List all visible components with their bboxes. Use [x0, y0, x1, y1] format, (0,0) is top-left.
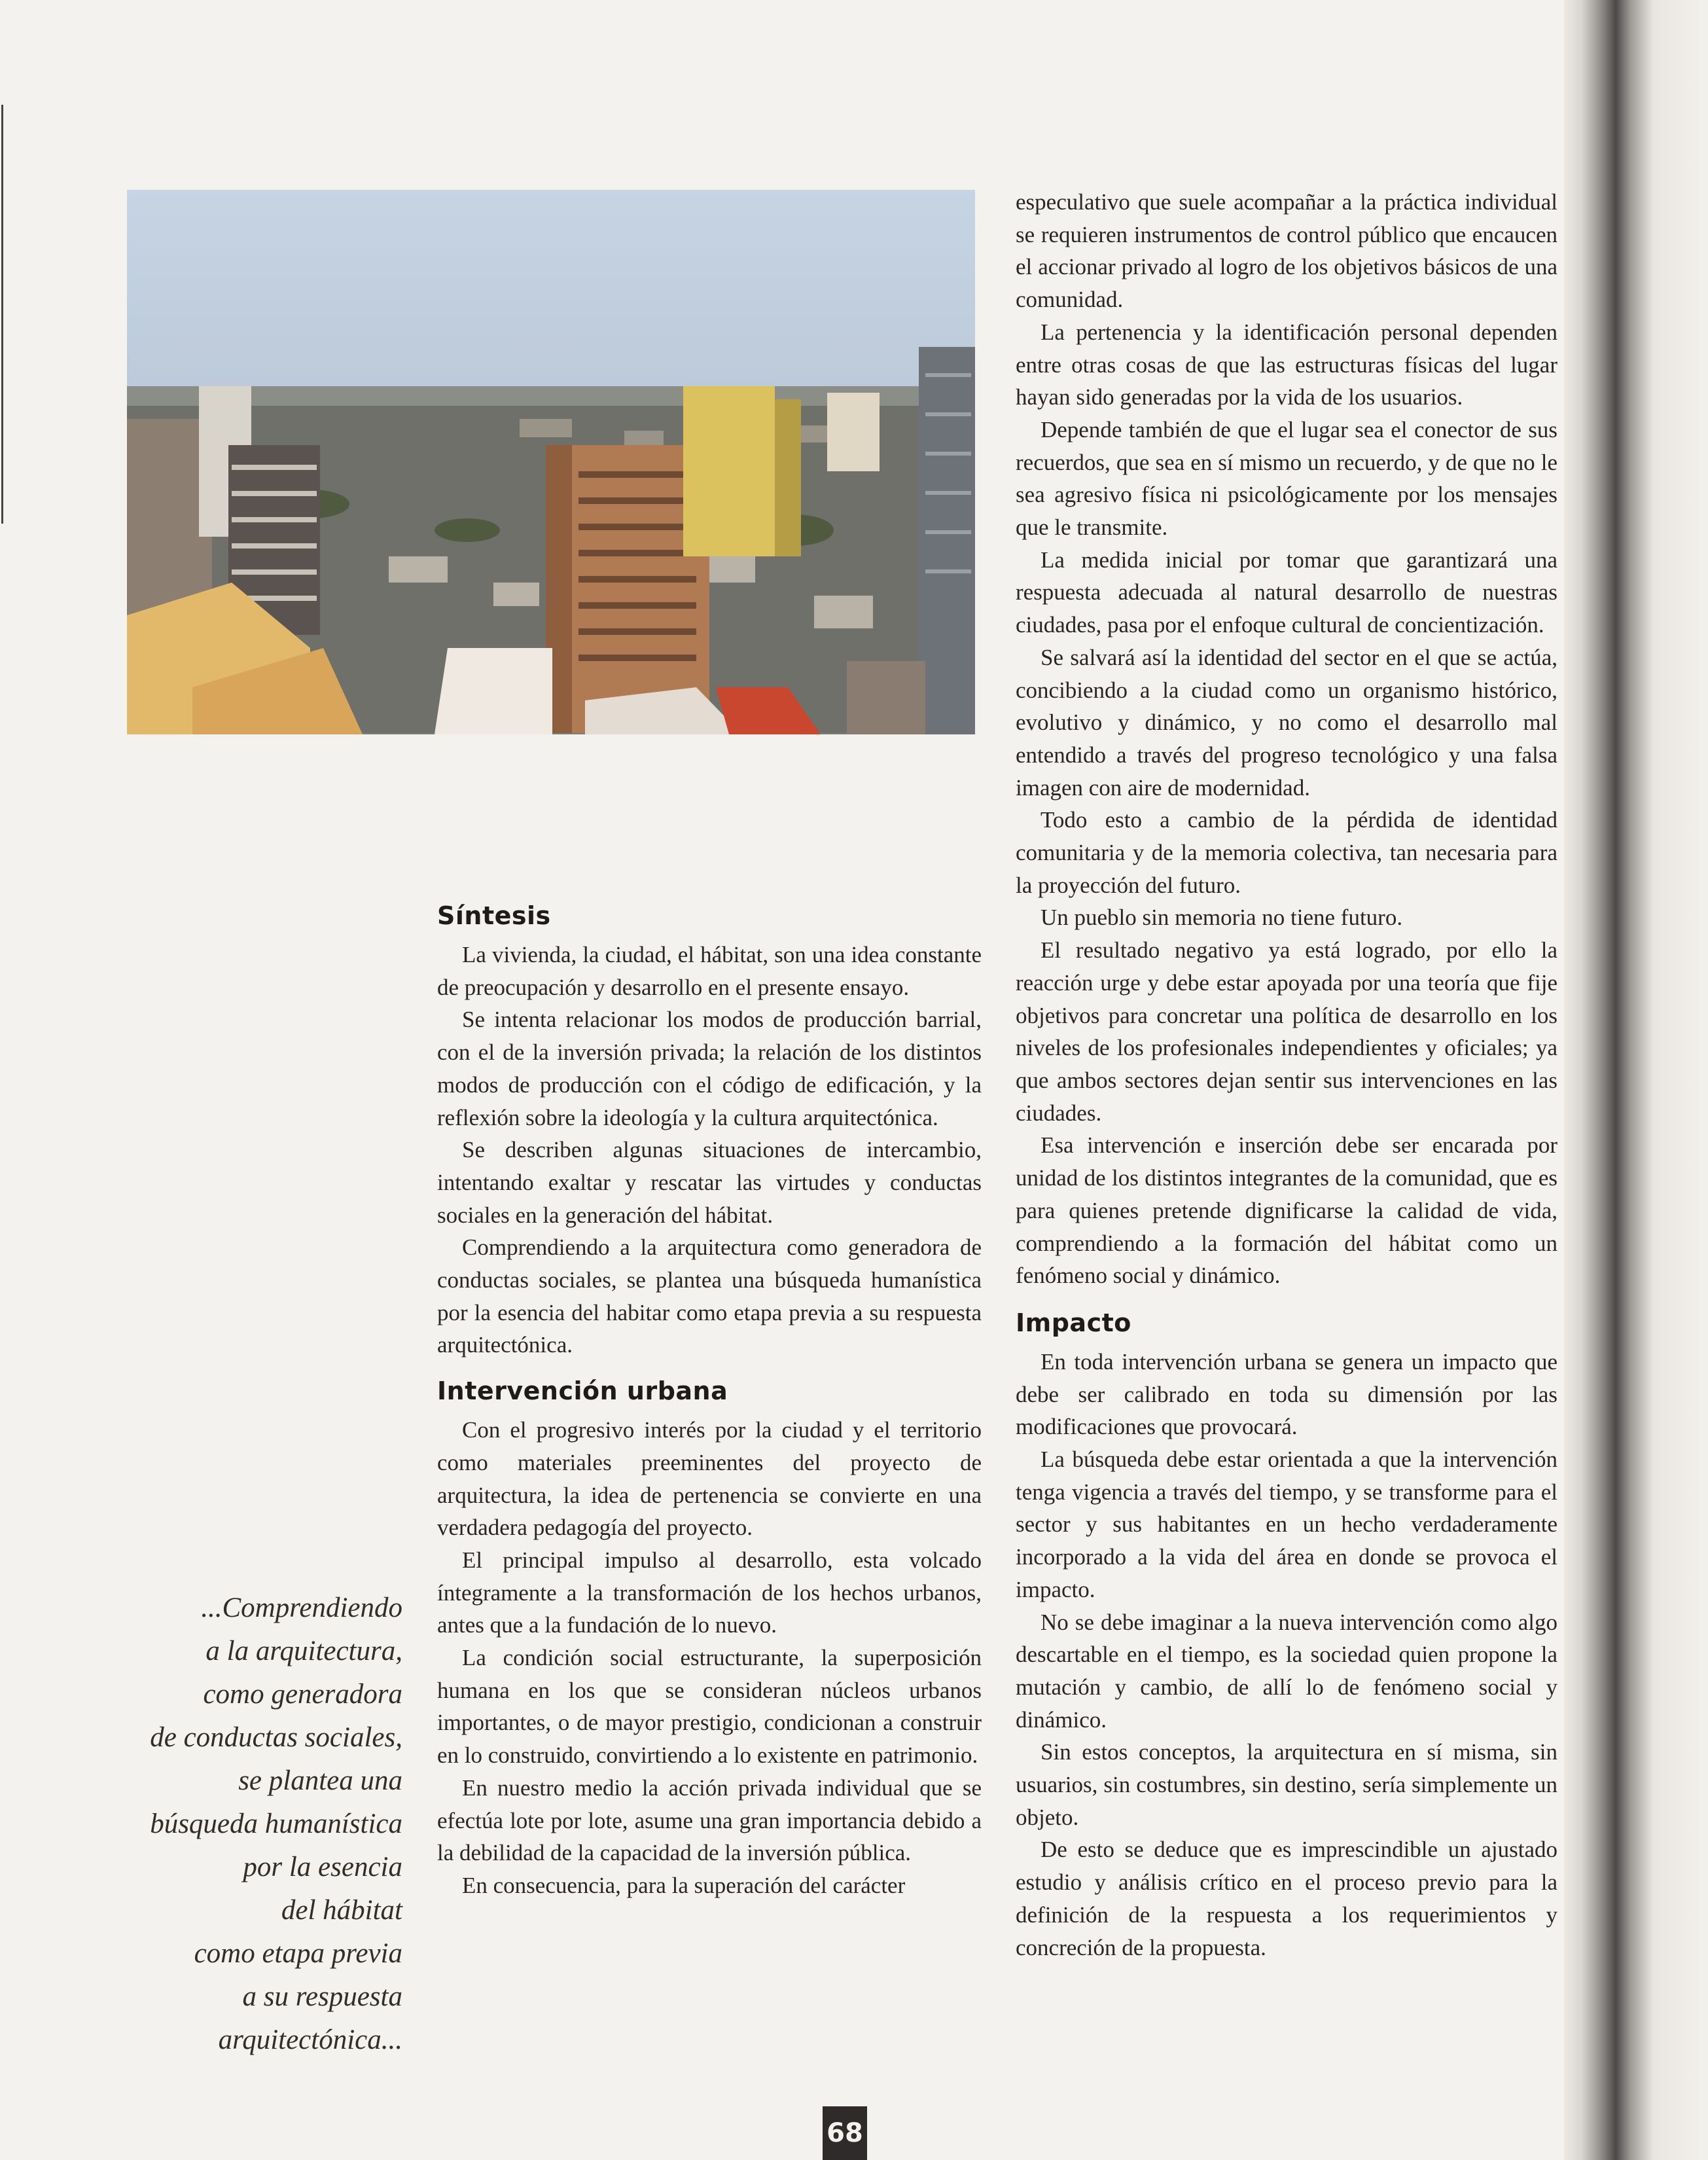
pull-quote	[98, 1587, 402, 2062]
impact-paragraph: No se debe imaginar a la nueva intervención como algo descartable en el tiempo, es la sociedad quien propone la mutación y cambio, de allí lo de fenómeno social y dinámico.	[1016, 1609, 1557, 1733]
impact-paragraph: De esto se deduce que es imprescindible un ajustado estudio y análisis crítico en el proceso previo para la definición de la respuesta a los requerimientos y concreción de la propuesta.	[1016, 1837, 1557, 1960]
synthesis-paragraph: Se intenta relacionar los modos de producción barrial, con el de la inversión privada; la relación de los distintos modos de producción con el código de edificación, y la reflexión sobre la ideología y la cultura arquitectónica.	[437, 1007, 982, 1130]
pull-quote-line: como generadora	[203, 1679, 402, 1710]
intervention-paragraph: Con el progresivo interés por la ciudad y el territorio como materiales preeminentes del proyecto de arquitectura, la idea de pertenencia se convierte en una verdadera pedagogía del proyecto.	[437, 1417, 982, 1541]
book-gutter	[1564, 0, 1708, 2160]
impact-paragraph: Sin estos conceptos, la arquitectura en sí misma, sin usuarios, sin costumbres, sin destino, sería simplemente un objeto.	[1016, 1739, 1557, 1830]
pull-quote-line: como etapa previa	[194, 1938, 402, 1969]
intervention-paragraph: El principal impulso al desarrollo, esta volcado íntegramente a la transformación de los hechos urbanos, antes que a la fundación de lo nuevo.	[437, 1547, 982, 1638]
pull-quote-line: arquitectónica...	[218, 2025, 402, 2055]
pull-quote-line: de conductas sociales,	[150, 1722, 402, 1753]
continued-paragraph: El resultado negativo ya está logrado, por ello la reacción urge y debe estar apoyada por una teoría que fije objetivos para concretar una política de desarrollo en los niveles de los profesionales independientes y oficiales; ya que ambos sectores dejan sentir sus intervenciones en las ciudades.	[1016, 937, 1557, 1126]
middle-column	[437, 899, 982, 1902]
synthesis-paragraph: Comprendiendo a la arquitectura como generadora de conductas sociales, se plantea una búsqueda humanística por la esencia del habitar como etapa previa a su respuesta arquitectónica.	[437, 1234, 982, 1358]
pull-quote-line: se plantea una	[238, 1765, 402, 1796]
heading-urban-intervention: Intervención urbana	[437, 1377, 728, 1406]
pull-quote-line: ...Comprendiendo	[201, 1593, 402, 1623]
continued-paragraph: Esa intervención e inserción debe ser encarada por unidad de los distintos integrantes de la comunidad, que es para quienes pretende dignificarse la calidad de vida, comprendiendo a la formación del hábitat como un fenómeno social y dinámico.	[1016, 1132, 1557, 1289]
intervention-paragraph: En consecuencia, para la superación del carácter	[462, 1872, 906, 1898]
page-number: 68	[823, 2106, 867, 2160]
impact-paragraph: La búsqueda debe estar orientada a que la intervención tenga vigencia a través del tiempo, y se transforme para el sector y sus habitantes en un hecho verdaderamente incorporado a la vida del área en donde se provoca el impacto.	[1016, 1447, 1557, 1602]
continued-paragraph: La medida inicial por tomar que garantizará una respuesta adecuada al natural desarrollo de nuestras ciudades, pasa por el enfoque cultural de concientización.	[1016, 547, 1557, 638]
city-skyline-photo	[127, 190, 975, 734]
intervention-paragraph: La condición social estructurante, la superposición humana en los que se consideran núcleos urbanos importantes, o de mayor prestigio, condicionan a construir en lo construido, convirtiendo a lo existente en patrimonio.	[437, 1645, 982, 1769]
margin-mark	[1, 105, 3, 524]
continued-paragraph: La pertenencia y la identificación personal dependen entre otras cosas de que las estructuras físicas del lugar hayan sido generadas por la vida de los usuarios.	[1016, 319, 1557, 410]
intervention-paragraph: En nuestro medio la acción privada individual que se efectúa lote por lote, asume una gran importancia debido a la debilidad de la capacidad de la inversión pública.	[437, 1774, 982, 1866]
heading-synthesis: Síntesis	[437, 901, 551, 930]
continued-paragraph: Todo esto a cambio de la pérdida de identidad comunitaria y de la memoria colectiva, tan necesaria para la proyección del futuro.	[1016, 807, 1557, 898]
continued-paragraph: Un pueblo sin memoria no tiene futuro.	[1041, 905, 1403, 931]
pull-quote-line: del hábitat	[281, 1895, 402, 1926]
pull-quote-line: búsqueda humanística	[150, 1809, 402, 1839]
pull-quote-line: por la esencia	[243, 1852, 402, 1882]
pull-quote-line: a la arquitectura,	[205, 1636, 402, 1666]
continued-paragraph: Depende también de que el lugar sea el conector de sus recuerdos, que sea en sí mismo un recuerdo, y de que no le sea agresivo física ni psicológicamente por los mensajes que le transmite.	[1016, 416, 1557, 541]
synthesis-paragraph: Se describen algunas situaciones de intercambio, intentando exaltar y rescatar las virtudes y conductas sociales en la generación del hábitat.	[437, 1137, 982, 1228]
synthesis-paragraph: La vivienda, la ciudad, el hábitat, son una idea constante de preocupación y desarrollo en el presente ensayo.	[437, 942, 982, 1000]
impact-paragraph: En toda intervención urbana se genera un impacto que debe ser calibrado en toda su dimensión por las modificaciones que provocará.	[1016, 1348, 1557, 1440]
continued-paragraph: Se salvará así la identidad del sector en el que se actúa, concibiendo a la ciudad como un organismo histórico, evolutivo y dinámico, y no como el desarrollo mal entendido a través del progreso tecnológico y una falsa imagen con aire de modernidad.	[1016, 644, 1557, 801]
heading-impact: Impacto	[1016, 1308, 1131, 1337]
pull-quote-line: a su respuesta	[242, 1981, 402, 2012]
continued-paragraph: especulativo que suele acompañar a la práctica individual se requieren instrumentos de control público que encaucen el accionar privado al logro de los objetivos básicos de una comunidad.	[1016, 189, 1557, 313]
right-column	[1016, 186, 1557, 1964]
